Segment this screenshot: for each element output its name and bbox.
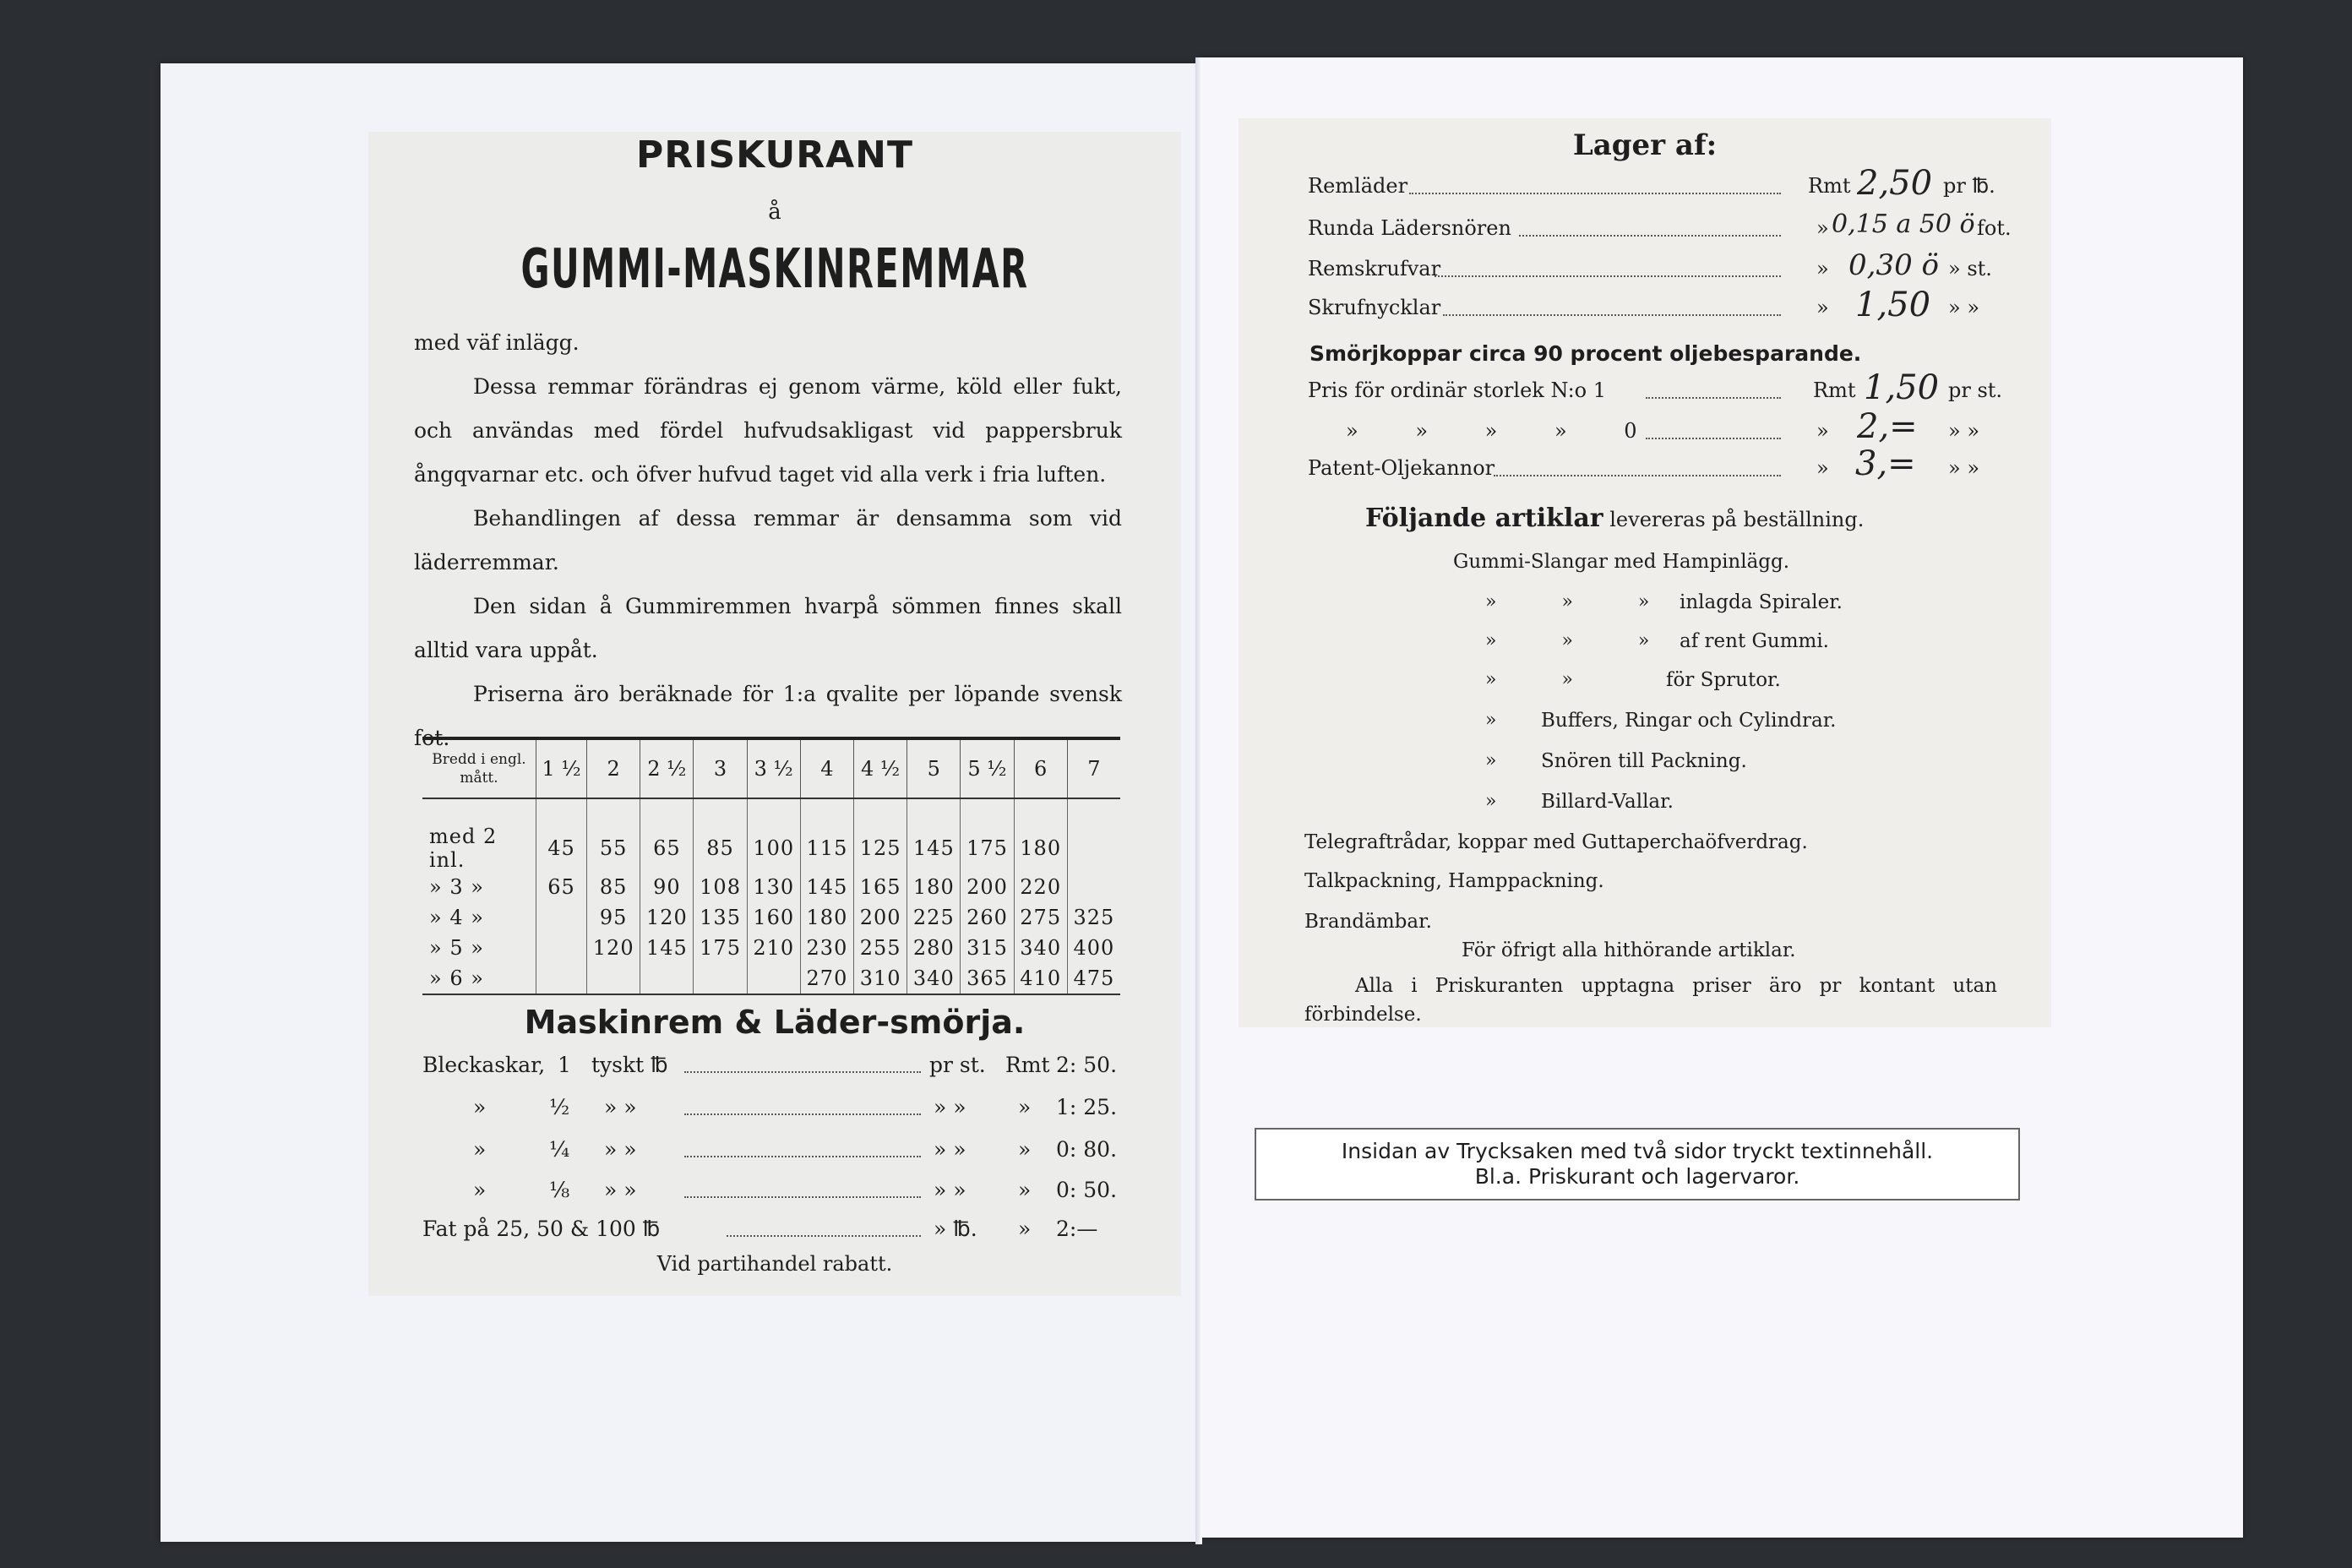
price-cell: 65	[536, 872, 587, 902]
pris-per: pr st.	[1948, 378, 2003, 402]
misc-item: För öfrigt alla hithörande artiklar.	[1462, 939, 1796, 961]
price-cell	[536, 963, 587, 994]
misc-item: Telegraftrådar, koppar med Guttaperchaöfverdrag.	[1304, 831, 1808, 853]
smorja-size: 1	[558, 1053, 571, 1077]
price-cell: 160	[747, 902, 800, 933]
price-cell: 340	[1014, 933, 1067, 963]
dotted-leader	[1443, 296, 1781, 316]
width-header: 4	[800, 738, 853, 798]
dotted-leader	[1646, 378, 1781, 399]
smorjkoppar-heading: Smörjkoppar circa 90 procent oljebesparande.	[1309, 341, 1862, 366]
price-cell: 180	[907, 872, 961, 902]
price-cell: 325	[1067, 902, 1120, 933]
article-item: för Sprutor.	[1666, 669, 1781, 691]
smorja-price: 0: 50.	[1056, 1178, 1118, 1202]
price-cell: 115	[800, 798, 853, 872]
table-header-row	[422, 738, 1120, 798]
price-cell	[536, 902, 587, 933]
price-cell: 175	[694, 933, 747, 963]
price-cell: 340	[907, 963, 961, 994]
smorja-per: » ℔.	[934, 1217, 977, 1241]
price-cell: 220	[1014, 872, 1067, 902]
smorja-currency: Rmt	[1005, 1053, 1050, 1077]
row-label: » 5 »	[429, 936, 484, 960]
price-cell: 210	[747, 933, 800, 963]
foljande-rest: levereras på beställning.	[1609, 508, 1865, 531]
price-cell: 65	[640, 798, 694, 872]
lager-item: Skrufnycklar	[1308, 296, 1441, 319]
lager-item: Runda Lädersnören	[1308, 216, 1511, 240]
price-cell: 400	[1067, 933, 1120, 963]
lager-item: Remläder	[1308, 174, 1408, 198]
smorja-size: ½	[549, 1095, 570, 1119]
pris-label: » » » » 0	[1346, 419, 1637, 443]
dotted-leader	[684, 1095, 921, 1115]
lager-unit: »	[1816, 296, 1829, 319]
width-header: 1 ½	[536, 738, 587, 798]
article-item: Gummi-Slangar med Hampinlägg.	[1453, 551, 1790, 573]
smorja-price: 0: 80.	[1056, 1137, 1118, 1162]
table-row	[422, 963, 1120, 994]
price-cell: 365	[961, 963, 1014, 994]
intro-line: med väf inlägg.	[414, 330, 580, 355]
table-corner: Bredd i engl. mått.	[422, 738, 536, 798]
price-cell: 55	[587, 798, 640, 872]
lager-per: » st.	[1948, 257, 1992, 280]
misc-item: Brandämbar.	[1304, 911, 1432, 933]
page-fold	[1195, 57, 1202, 1544]
price-cell: 145	[640, 933, 694, 963]
price-cell: 100	[747, 798, 800, 872]
article-item: Snören till Packning.	[1541, 750, 1747, 772]
price-cell: 200	[854, 902, 907, 933]
width-header: 2	[587, 738, 640, 798]
row-label: » 4 »	[429, 906, 484, 929]
price-cell: 120	[640, 902, 694, 933]
lager-per: » »	[1948, 296, 1979, 319]
price-cell	[747, 963, 800, 994]
price-cell: 225	[907, 902, 961, 933]
caption-line-1: Insidan av Trycksaken med två sidor tryckt textinnehåll.	[1341, 1139, 1934, 1163]
price-cell: 315	[961, 933, 1014, 963]
smorja-title: Maskinrem & Läder-smörja.	[524, 1004, 1026, 1041]
dotted-leader	[684, 1137, 921, 1157]
table-row	[422, 798, 1120, 872]
lager-title: Lager af:	[1572, 128, 1718, 162]
dotted-leader	[684, 1178, 921, 1198]
rabatt-note: Vid partihandel rabatt.	[656, 1252, 893, 1276]
price-cell: 45	[536, 798, 587, 872]
price-cell	[536, 933, 587, 963]
price-table	[422, 737, 1120, 995]
price-cell: 180	[800, 902, 853, 933]
pris-label: Patent-Oljekannor	[1308, 456, 1495, 480]
ditto-marks: »	[1485, 791, 1497, 812]
smorja-item: »	[473, 1178, 487, 1202]
price-cell: 90	[640, 872, 694, 902]
dotted-leader	[1494, 456, 1781, 476]
price-cell: 280	[907, 933, 961, 963]
smorja-unit: » »	[604, 1095, 637, 1119]
paragraph-prices: Priserna äro beräknade för 1:a qvalite per löpande svensk fot.	[414, 682, 1122, 750]
lager-per: fot.	[1977, 216, 2012, 240]
smorja-size: ¼	[549, 1137, 570, 1162]
price-cell: 255	[854, 933, 907, 963]
lager-item: Remskrufvar	[1308, 257, 1441, 280]
handwritten-price: 1,50	[1855, 286, 1931, 324]
intro-text	[414, 321, 1122, 760]
smorja-price: 2: 50.	[1056, 1053, 1118, 1077]
smorja-per: » »	[934, 1137, 966, 1162]
foljande-bold: Följande artiklar	[1365, 504, 1603, 533]
paragraph-properties: Dessa remmar förändras ej genom värme, köld eller fukt, och användas med fördel hufvudsakligast vid pappersbruk ångqvarnar etc. och öfver hufvud taget vid alla verk i fria luften.	[414, 374, 1122, 487]
smorja-price: 2:—	[1056, 1217, 1098, 1241]
ditto-marks: » » »	[1485, 630, 1650, 651]
width-header: 5 ½	[961, 738, 1014, 798]
dotted-leader	[1409, 174, 1781, 194]
price-cell	[1067, 798, 1120, 872]
width-header: 5	[907, 738, 961, 798]
smorja-size: ⅛	[549, 1178, 570, 1202]
price-cell	[640, 963, 694, 994]
ditto-marks: »	[1485, 750, 1497, 771]
ditto-marks: »	[1485, 710, 1497, 731]
table-row	[422, 902, 1120, 933]
price-cell: 130	[747, 872, 800, 902]
pris-per: » »	[1948, 419, 1979, 443]
smorja-unit: » »	[604, 1178, 637, 1202]
width-header: 3	[694, 738, 747, 798]
smorja-unit: tyskt ℔	[591, 1053, 668, 1077]
lager-per: pr ℔.	[1943, 174, 1995, 198]
smorja-item: »	[473, 1137, 487, 1162]
price-cell: 85	[694, 798, 747, 872]
lager-unit: »	[1816, 216, 1829, 240]
article-item: af rent Gummi.	[1680, 630, 1829, 652]
dotted-leader	[684, 1053, 921, 1073]
smorja-item: Bleckaskar,	[422, 1053, 546, 1077]
smorja-item: Fat på 25, 50 & 100 ℔	[422, 1217, 661, 1241]
width-header: 7	[1067, 738, 1120, 798]
lager-unit: »	[1816, 257, 1829, 280]
smorja-per: » »	[934, 1095, 966, 1119]
price-cell: 95	[587, 902, 640, 933]
price-cell: 230	[800, 933, 853, 963]
row-label: » 6 »	[422, 963, 536, 994]
caption-box	[1255, 1128, 2020, 1200]
lager-row	[1308, 164, 2009, 208]
ditto-marks: » » »	[1485, 591, 1650, 612]
smorja-currency: »	[1018, 1178, 1032, 1202]
pris-unit: Rmt	[1813, 378, 1856, 402]
price-cell	[694, 963, 747, 994]
smorja-currency: »	[1018, 1217, 1032, 1241]
price-cell: 108	[694, 872, 747, 902]
price-cell: 275	[1014, 902, 1067, 933]
row-label: med 2 inl.	[429, 825, 498, 872]
price-cell: 85	[587, 872, 640, 902]
pris-unit: »	[1816, 419, 1829, 443]
priskurant-a: å	[768, 199, 781, 225]
pris-unit: »	[1816, 456, 1829, 480]
price-cell: 175	[961, 798, 1014, 872]
handwritten-price: 3,=	[1855, 444, 1916, 483]
smorja-price: 1: 25.	[1056, 1095, 1118, 1119]
smorja-unit: » »	[604, 1137, 637, 1162]
smorja-row	[422, 1095, 1124, 1125]
caption-line-2: Bl.a. Priskurant och lagervaror.	[1474, 1164, 1800, 1189]
width-header: 4 ½	[854, 738, 907, 798]
smorja-per: pr st.	[929, 1053, 986, 1077]
table-row	[422, 872, 1120, 902]
pris-row	[1308, 444, 2009, 490]
paragraph-side: Den sidan å Gummiremmen hvarpå sömmen finnes skall alltid vara uppåt.	[414, 594, 1122, 662]
price-cell: 475	[1067, 963, 1120, 994]
pris-label: Pris för ordinär storlek N:o 1	[1308, 378, 1607, 402]
price-cell: 165	[854, 872, 907, 902]
width-header: 6	[1014, 738, 1067, 798]
price-cell: 145	[800, 872, 853, 902]
paragraph-treatment: Behandlingen af dessa remmar är densamma som vid läderremmar.	[414, 506, 1122, 574]
lager-row	[1308, 210, 2012, 250]
price-cell: 270	[800, 963, 853, 994]
price-cell: 180	[1014, 798, 1067, 872]
priskurant-title: PRISKURANT	[635, 133, 913, 177]
article-item: Billard-Vallar.	[1541, 791, 1674, 813]
price-cell: 310	[854, 963, 907, 994]
foljande-heading	[1365, 504, 1864, 533]
dotted-leader	[1435, 257, 1781, 277]
misc-item: Alla i Priskuranten upptagna priser äro pr kontant utan förbindelse.	[1304, 975, 1997, 1026]
table-row	[422, 933, 1120, 963]
handwritten-price: 0,30 ö	[1848, 248, 1939, 282]
price-cell: 135	[694, 902, 747, 933]
lager-row	[1308, 286, 2009, 329]
smorja-row	[422, 1178, 1124, 1208]
smorja-item: »	[473, 1095, 487, 1119]
article-item: inlagda Spiraler.	[1680, 591, 1843, 613]
product-heading: GUMMI-MASKINREMMAR	[520, 238, 1029, 301]
handwritten-price: 2,50	[1857, 164, 1933, 203]
handwritten-price: 0,15 a 50 ö	[1832, 210, 1975, 239]
price-cell: 200	[961, 872, 1014, 902]
width-header: 2 ½	[640, 738, 694, 798]
price-cell: 410	[1014, 963, 1067, 994]
price-cell: 125	[854, 798, 907, 872]
row-label: » 3 »	[429, 875, 484, 899]
width-header: 3 ½	[747, 738, 800, 798]
smorja-row	[422, 1053, 1124, 1083]
smorja-currency: »	[1018, 1095, 1032, 1119]
lager-unit: Rmt	[1808, 174, 1851, 198]
price-cell: 260	[961, 902, 1014, 933]
dotted-leader	[1519, 216, 1781, 237]
misc-item: Talkpackning, Hamppackning.	[1304, 870, 1604, 892]
handwritten-price: 2,=	[1857, 407, 1918, 446]
price-cell: 120	[587, 933, 640, 963]
price-cell	[1067, 872, 1120, 902]
price-cell	[587, 963, 640, 994]
smorja-per: » »	[934, 1178, 966, 1202]
handwritten-price: 1,50	[1864, 368, 1940, 407]
smorja-row	[422, 1217, 1124, 1247]
ditto-marks: » »	[1485, 669, 1573, 690]
smorja-currency: »	[1018, 1137, 1032, 1162]
pris-per: » »	[1948, 456, 1979, 480]
dotted-leader	[1646, 419, 1781, 439]
price-cell: 145	[907, 798, 961, 872]
dotted-leader	[727, 1217, 921, 1237]
smorja-row	[422, 1137, 1124, 1168]
article-item: Buffers, Ringar och Cylindrar.	[1541, 710, 1837, 732]
